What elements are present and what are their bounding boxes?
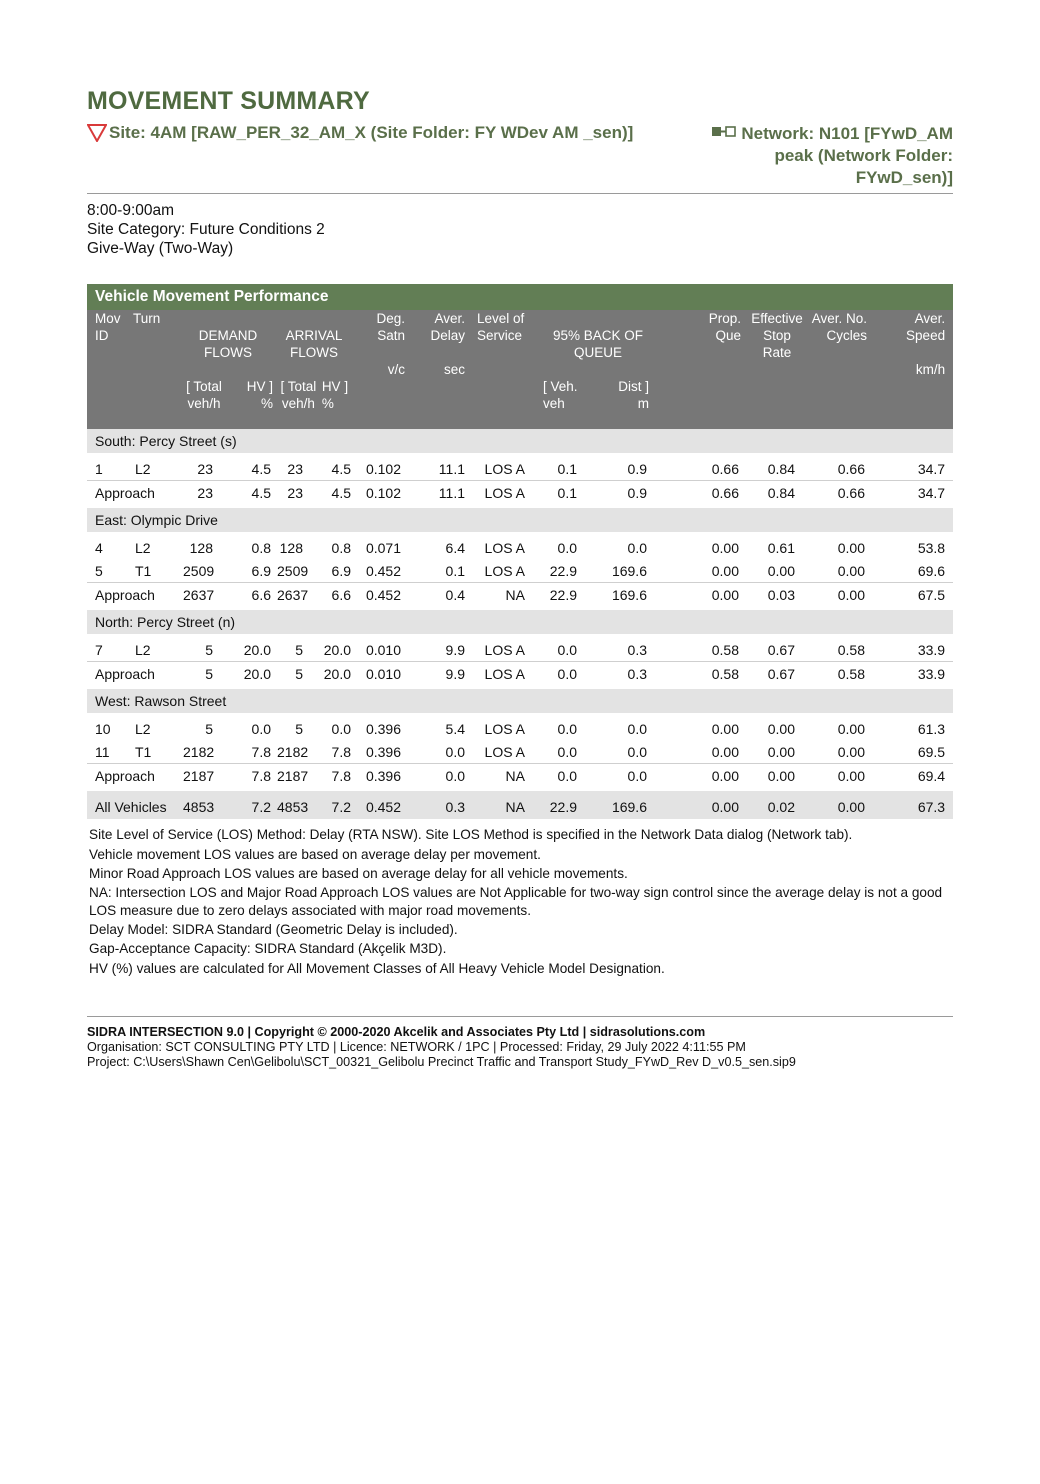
col-turn: Turn	[131, 310, 181, 429]
table-cell: LOS A	[471, 662, 533, 686]
table-cell: 4.5	[229, 481, 275, 505]
approach-row	[87, 764, 953, 788]
table-cell: 33.9	[871, 662, 953, 686]
footer	[87, 1025, 953, 1070]
col-demand-hv: HV ] %	[246, 379, 273, 411]
table-cell: 11.1	[413, 481, 471, 505]
table-cell: 6.6	[317, 583, 353, 607]
table-cell: 0.00	[767, 562, 795, 579]
approach-section-header	[87, 508, 953, 532]
table-cell: 0.00	[767, 720, 795, 737]
table-cell: 7	[95, 641, 103, 658]
table-cell: 7.2	[229, 791, 275, 819]
table-cell: 0.0	[445, 743, 465, 760]
table-cell: 7.2	[317, 791, 353, 819]
note-na-los: NA: Intersection LOS and Major Road Approach LOS values are Not Applicable for two-way sign control since the average delay is not a good LOS measure due to zero delays associated with major road movements.	[89, 884, 943, 918]
table-cell: L2	[135, 720, 151, 737]
table-cell: LOS A	[484, 562, 525, 579]
table-cell: 61.3	[917, 720, 946, 737]
table-cell: 0.03	[745, 583, 809, 607]
table-cell: 0.00	[767, 743, 795, 760]
table-row	[87, 457, 953, 481]
col-arrival-hv: HV ] %	[321, 379, 349, 411]
note-gap-acceptance: Gap-Acceptance Capacity: SIDRA Standard (Akçelik M3D).	[89, 941, 447, 956]
col-aver-speed: Aver. Speed km/h	[871, 310, 953, 429]
table-cell: 0.1	[557, 460, 577, 477]
table-cell: 34.7	[871, 481, 953, 505]
site-heading	[87, 122, 647, 189]
control-type: Give-Way (Two-Way)	[87, 240, 234, 257]
site-meta	[87, 201, 953, 258]
table-cell: All Vehicles	[87, 791, 181, 819]
table-cell: 0.0	[533, 764, 593, 788]
table-cell: NA	[471, 583, 533, 607]
footer-project: Project: C:\Users\Shawn Cen\Gelibolu\SCT_00321_Gelibolu Precinct Traffic and Transport Study_FYwD_Rev D_v0.5_sen.sip9	[87, 1055, 796, 1069]
col-aver-delay: Aver. Delay sec	[413, 310, 471, 429]
approach-row	[87, 583, 953, 607]
table-cell: L2	[135, 539, 151, 556]
table-cell: 4.5	[317, 481, 353, 505]
table-cell: 69.4	[871, 764, 953, 788]
table-cell: 5	[181, 662, 229, 686]
approach-name: North: Percy Street (n)	[87, 610, 953, 634]
table-cell: 5	[205, 720, 213, 737]
table-cell: T1	[135, 562, 152, 579]
col-queue-veh: [ Veh. veh	[543, 379, 578, 411]
table-cell: 2637	[181, 583, 229, 607]
table-cell: 0.84	[767, 460, 795, 477]
table-cell: 0.00	[745, 764, 809, 788]
header-divider	[87, 193, 953, 194]
table-cell: 0.67	[767, 641, 795, 658]
approach-section-header	[87, 689, 953, 713]
table-cell: 0.0	[251, 720, 271, 737]
table-cell: LOS A	[471, 481, 533, 505]
table-cell: 0.3	[593, 662, 663, 686]
table-cell: 2509	[277, 562, 309, 579]
table-cell: 20.0	[323, 641, 351, 658]
table-cell: 0.00	[837, 539, 865, 556]
table-cell: 5	[275, 662, 317, 686]
col-demand-total: [ Total veh/h	[186, 379, 222, 411]
table-cell: 7.8	[229, 764, 275, 788]
table-cell: 2509	[183, 562, 215, 579]
table-cell: 6.9	[331, 562, 351, 579]
table-cell: 4	[95, 539, 103, 556]
col-aver-cycles: Aver. No. Cycles	[809, 310, 871, 429]
approach-name: East: Olympic Drive	[87, 508, 953, 532]
footer-organisation: Organisation: SCT CONSULTING PTY LTD | Licence: NETWORK / 1PC | Processed: Friday, 29 July 2022 4:11:55 PM	[87, 1040, 746, 1054]
table-cell: 0.0	[557, 641, 577, 658]
note-los-method: Site Level of Service (LOS) Method: Delay (RTA NSW). Site LOS Method is specified in the Network Data dialog (Network tab).	[89, 827, 853, 842]
movement-summary-page	[87, 86, 953, 1070]
note-minor-road-los: Minor Road Approach LOS values are based on average delay for all vehicle movements.	[89, 866, 628, 881]
table-cell: 0.4	[413, 583, 471, 607]
table-cell: 0.00	[663, 583, 745, 607]
give-way-triangle-icon	[87, 124, 109, 189]
notes	[87, 825, 953, 978]
table-cell: 0.00	[809, 583, 871, 607]
table-cell: 0.071	[365, 539, 401, 556]
table-row	[87, 559, 953, 583]
table-cell: 11.1	[438, 460, 465, 477]
vehicle-movement-performance-table	[87, 284, 953, 819]
table-cell: 4853	[181, 791, 229, 819]
table-cell: 22.9	[533, 791, 593, 819]
table-cell: L2	[135, 460, 151, 477]
table-cell: 6.9	[251, 562, 271, 579]
table-cell: 0.9	[593, 481, 663, 505]
table-cell: 0.452	[353, 583, 413, 607]
approach-name: West: Rawson Street	[87, 689, 953, 713]
table-banner: Vehicle Movement Performance	[87, 284, 953, 310]
table-cell: 20.0	[317, 662, 353, 686]
table-cell: 69.6	[917, 562, 946, 579]
table-cell: 2187	[181, 764, 229, 788]
network-heading	[678, 122, 953, 189]
note-delay-model: Delay Model: SIDRA Standard (Geometric Delay is included).	[89, 921, 458, 937]
all-vehicles-row	[87, 791, 953, 819]
table-cell: 0.58	[663, 662, 745, 686]
table-cell: 2182	[183, 743, 215, 760]
table-cell: 0.0	[331, 720, 351, 737]
network-name: Network: N101 [FYwD_AM peak (Network Folder: FYwD_sen)]	[741, 124, 953, 187]
col-back-of-queue	[533, 310, 663, 429]
table-cell: 10	[95, 720, 111, 737]
table-cell: 0.00	[809, 791, 871, 819]
table-row	[87, 638, 953, 662]
approach-row	[87, 662, 953, 686]
table-cell: 0.00	[711, 562, 739, 579]
table-cell: 0.58	[711, 641, 739, 658]
table-cell: 0.58	[837, 641, 865, 658]
table-cell: 0.0	[627, 720, 647, 737]
page-title: MOVEMENT SUMMARY	[87, 87, 370, 115]
table-cell: 169.6	[593, 791, 663, 819]
table-cell: 23	[181, 481, 229, 505]
site-name: Site: 4AM [RAW_PER_32_AM_X (Site Folder: FY WDev AM _sen)]	[109, 123, 634, 142]
table-cell: 0.58	[809, 662, 871, 686]
table-cell: 0.102	[365, 460, 401, 477]
col-demand-flows-title: DEMAND FLOWS	[198, 328, 258, 360]
table-cell: 169.6	[593, 583, 663, 607]
table-cell: T1	[135, 743, 152, 760]
table-cell: 22.9	[533, 583, 593, 607]
table-cell: 53.8	[917, 539, 946, 556]
table-cell: 6.6	[229, 583, 275, 607]
table-cell: 0.1	[445, 562, 465, 579]
col-queue-dist: Dist ] m	[618, 379, 649, 411]
header-row	[87, 122, 953, 189]
table-cell: 0.0	[557, 743, 577, 760]
table-cell: 1	[95, 460, 103, 477]
table-cell: 0.00	[711, 539, 739, 556]
table-cell: 0.396	[365, 720, 401, 737]
table-cell: Approach	[87, 764, 181, 788]
table-cell: 5.4	[445, 720, 465, 737]
approach-section-header	[87, 610, 953, 634]
table-cell: 7.8	[331, 743, 351, 760]
col-prop-que: Prop. Que	[663, 310, 745, 429]
table-cell: LOS A	[484, 641, 525, 658]
table-row	[87, 717, 953, 740]
col-demand-flows	[181, 310, 275, 429]
table-cell: 5	[295, 641, 303, 658]
table-cell: 7.8	[251, 743, 271, 760]
table-cell: 5	[295, 720, 303, 737]
table-cell: 2182	[277, 743, 309, 760]
table-cell: 0.0	[413, 764, 471, 788]
table-cell: 0.396	[353, 764, 413, 788]
table-cell: 0.00	[663, 764, 745, 788]
table-cell: Approach	[87, 583, 181, 607]
col-arrival-flows	[275, 310, 353, 429]
table-header-row	[87, 310, 953, 429]
table-row	[87, 536, 953, 559]
approach-section-header	[87, 429, 953, 453]
table-cell: 0.1	[533, 481, 593, 505]
approach-name: South: Percy Street (s)	[87, 429, 953, 453]
table-cell: 6.4	[445, 539, 465, 556]
time-period: 8:00-9:00am	[87, 202, 175, 219]
col-deg-satn: Deg. Satn v/c	[353, 310, 413, 429]
table-cell: 0.9	[627, 460, 647, 477]
table-cell: LOS A	[484, 720, 525, 737]
table-cell: 0.010	[365, 641, 401, 658]
table-cell: 4.5	[251, 460, 271, 477]
footer-divider	[87, 1016, 953, 1017]
site-category: Site Category: Future Conditions 2	[87, 221, 325, 238]
table-cell: 2637	[275, 583, 317, 607]
table-cell: 0.396	[365, 743, 401, 760]
table-cell: 128	[189, 539, 213, 556]
table-cell: 0.8	[251, 539, 271, 556]
table-cell: 4853	[275, 791, 317, 819]
table-cell: 9.9	[445, 641, 465, 658]
col-back-of-queue-title: 95% BACK OF QUEUE	[552, 328, 644, 360]
table-cell: 0.02	[745, 791, 809, 819]
table-cell: NA	[471, 791, 533, 819]
table-cell: Approach	[87, 481, 181, 505]
table-cell: 67.5	[871, 583, 953, 607]
table-cell: 34.7	[917, 460, 946, 477]
table-cell: 0.0	[533, 662, 593, 686]
table-cell: 0.3	[413, 791, 471, 819]
note-movement-los: Vehicle movement LOS values are based on average delay per movement.	[89, 846, 541, 862]
footer-copyright: SIDRA INTERSECTION 9.0 | Copyright © 2000-2020 Akcelik and Associates Pty Ltd | sidrasolutions.com	[87, 1025, 706, 1039]
table-cell: 5	[95, 562, 103, 579]
table-cell: 0.66	[663, 481, 745, 505]
table-cell: 0.66	[711, 460, 739, 477]
table-row	[87, 740, 953, 764]
table-cell: 20.0	[229, 662, 275, 686]
table-cell: 22.9	[549, 562, 577, 579]
table-cell: 0.00	[809, 764, 871, 788]
table-cell: 0.00	[837, 562, 865, 579]
table-cell: 169.6	[611, 562, 647, 579]
table-cell: 69.5	[917, 743, 946, 760]
col-level-of-service: Level of Service	[471, 310, 533, 429]
table-cell: 5	[205, 641, 213, 658]
col-arrival-flows-title: ARRIVAL FLOWS	[285, 328, 343, 360]
table-cell: 0.66	[837, 460, 865, 477]
table-cell: 0.0	[627, 539, 647, 556]
table-cell: 0.010	[353, 662, 413, 686]
col-effective-stop-rate: Effective Stop Rate	[745, 310, 809, 429]
table-cell: 9.9	[413, 662, 471, 686]
table-cell: Approach	[87, 662, 181, 686]
table-cell: 20.0	[243, 641, 271, 658]
table-cell: NA	[471, 764, 533, 788]
table-cell: 33.9	[917, 641, 946, 658]
table-cell: 0.0	[557, 720, 577, 737]
table-cell: 7.8	[317, 764, 353, 788]
table-cell: 0.84	[745, 481, 809, 505]
table-cell: 0.67	[745, 662, 809, 686]
table-cell: LOS A	[484, 743, 525, 760]
table-cell: 0.0	[627, 743, 647, 760]
table-cell: 11	[95, 743, 110, 760]
table-cell: 128	[279, 539, 303, 556]
table-cell: 0.0	[557, 539, 577, 556]
network-icon	[711, 122, 737, 134]
table-cell: 0.3	[627, 641, 647, 658]
table-cell: 23	[197, 460, 213, 477]
table-cell: LOS A	[484, 460, 525, 477]
table-cell: LOS A	[484, 539, 525, 556]
approach-row	[87, 481, 953, 505]
col-mov-id: Mov ID	[87, 310, 131, 429]
table-cell: 4.5	[331, 460, 351, 477]
table-cell: 0.00	[837, 720, 865, 737]
col-arrival-total: [ Total veh/h	[280, 379, 317, 411]
table-cell: 23	[287, 460, 303, 477]
table-cell: 2187	[275, 764, 317, 788]
table-cell: 0.66	[809, 481, 871, 505]
note-hv-values: HV (%) values are calculated for All Movement Classes of All Heavy Vehicle Model Designation.	[89, 960, 665, 976]
table-cell: 0.452	[353, 791, 413, 819]
table-cell: 0.452	[365, 562, 401, 579]
table-cell: 0.102	[353, 481, 413, 505]
table-cell: 0.00	[837, 743, 865, 760]
table-cell: 0.00	[711, 743, 739, 760]
table-cell: L2	[135, 641, 151, 658]
table-cell: 23	[275, 481, 317, 505]
table-cell: 0.61	[767, 539, 795, 556]
table-cell: 0.00	[663, 791, 745, 819]
table-cell: 0.0	[593, 764, 663, 788]
table-cell: 67.3	[871, 791, 953, 819]
table-cell: 0.00	[711, 720, 739, 737]
table-cell: 0.8	[331, 539, 351, 556]
